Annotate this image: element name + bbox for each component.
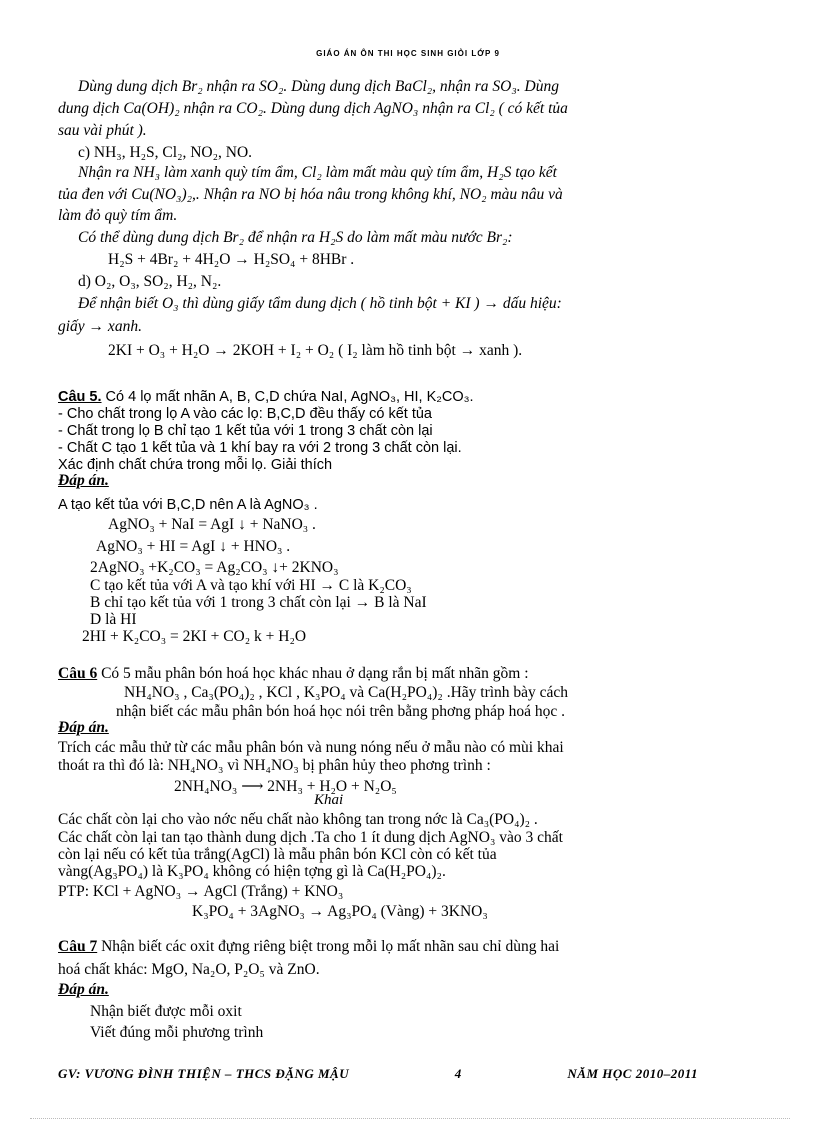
text-line: dung dịch Ca(OH)₂ nhận ra CO₂. Dùng dung dịch AgNO₃ nhận ra Cl₂ ( có kết tủa	[58, 100, 568, 117]
text-line: NH₄NO₃ , Ca₃(PO₄)₂ , KCl , K₃PO₄ và Ca(H₂PO₄)₂ .Hãy trình bày cách	[124, 684, 569, 701]
text-line: Nhận ra NH₃ làm xanh quỳ tím ẩm, Cl₂ làm mất màu quỳ tím ẩm, H₂S tạo kết	[78, 164, 557, 181]
text-line: Có thể dùng dung dịch Br₂ để nhận ra H₂S do làm mất màu nước Br₂:	[78, 229, 513, 246]
text-line: B chỉ tạo kết tủa với 1 trong 3 chất còn lại → B là NaI	[90, 594, 427, 611]
footer-right: NĂM HỌC 2010–2011	[567, 1066, 698, 1081]
text-line: Nhận biết được mỗi oxit	[90, 1003, 242, 1020]
khai-label: Khai	[314, 792, 344, 808]
text-line: Các chất còn lại tan tạo thành dung dịch .Ta cho 1 ít dung dịch AgNO₃ vào 3 chất	[58, 829, 563, 846]
footer-page-number: 4	[454, 1066, 462, 1081]
page-footer	[58, 1066, 698, 1082]
text-line: thoát ra thì đó là: NH₄NO₃ vì NH₄NO₃ bị phân hủy theo phơng trình :	[58, 757, 491, 774]
question-5	[58, 388, 474, 406]
equation-line: K₃PO₄ + 3AgNO₃ → Ag₃PO₄ (Vàng) + 3KNO₃	[192, 903, 488, 920]
text-line: giấy → xanh.	[58, 318, 142, 335]
text-line: Để nhận biết O₃ thì dùng giấy tẩm dung dịch ( hồ tinh bột + KI ) → dấu hiệu:	[78, 295, 562, 312]
question-5-label: Câu 5.	[58, 389, 102, 405]
text-line: nhận biết các mẫu phân bón hoá học nói trên bằng phơng pháp hoá học .	[116, 703, 565, 720]
question-7-label: Câu 7	[58, 938, 98, 955]
text-line: C tạo kết tủa với A và tạo khí với HI → C là K₂CO₃	[90, 577, 412, 594]
text-line: còn lại nếu có kết tủa trắng(AgCl) là mẫu phân bón KCl còn có kết tủa	[58, 846, 497, 863]
equation-line: 2KI + O₃ + H₂O → 2KOH + I₂ + O₂ ( I₂ làm hồ tinh bột → xanh ).	[108, 342, 523, 359]
text-line: - Chất C tạo 1 kết tủa và 1 khí bay ra với 2 trong 3 chất còn lại.	[58, 440, 462, 456]
bottom-divider	[30, 1118, 790, 1119]
footer-left: GV: VƯƠNG ĐÌNH THIỆN – THCS ĐẶNG MẬU	[58, 1066, 350, 1081]
text-line: làm đỏ quỳ tím ẩm.	[58, 207, 178, 224]
text-line: A tạo kết tủa với B,C,D nên A là AgNO₃ .	[58, 497, 318, 513]
text-line: Dùng dung dịch Br₂ nhận ra SO₂. Dùng dung dịch BaCl₂, nhận ra SO₃. Dùng	[78, 78, 559, 95]
equation-line: 2AgNO₃ +K₂CO₃ = Ag₂CO₃ ↓+ 2KNO₃	[90, 559, 339, 576]
question-7	[58, 938, 559, 956]
question-7-text: Nhận biết các oxit đựng riêng biệt trong mỗi lọ mất nhãn sau chỉ dùng hai	[101, 938, 560, 955]
text-line: - Chất trong lọ B chỉ tạo 1 kết tủa với 1 trong 3 chất còn lại	[58, 423, 433, 439]
equation-line: PTP: KCl + AgNO₃ → AgCl (Trắng) + KNO₃	[58, 883, 344, 900]
question-6	[58, 665, 529, 683]
equation-line: AgNO₃ + NaI = AgI ↓ + NaNO₃ .	[108, 516, 316, 533]
text-line: sau vài phút ).	[58, 122, 147, 139]
text-line: Xác định chất chứa trong mỗi lọ. Giải thích	[58, 457, 333, 473]
question-6-label: Câu 6	[58, 665, 98, 682]
text-line: tủa đen với Cu(NO₃)₂,. Nhận ra NO bị hóa nâu trong không khí, NO₂ màu nâu và	[58, 186, 563, 203]
text-line: Viết đúng mỗi phương trình	[90, 1024, 264, 1041]
equation-line: AgNO₃ + HI = AgI ↓ + HNO₃ .	[96, 538, 291, 555]
question-5-text: Có 4 lọ mất nhãn A, B, C,D chứa NaI, AgNO₃, HI, K₂CO₃.	[105, 389, 474, 405]
text-line: - Cho chất trong lọ A vào các lọ: B,C,D đều thấy có kết tủa	[58, 406, 432, 422]
page-header: GIÁO ÁN ÔN THI HỌC SINH GIỎI LỚP 9	[316, 49, 500, 58]
question-6-text: Có 5 mẫu phân bón hoá học khác nhau ở dạng rắn bị mất nhãn gồm :	[101, 665, 529, 682]
text-line: hoá chất khác: MgO, Na₂O, P₂O₅ và ZnO.	[58, 961, 320, 978]
text-line: Trích các mẫu thử từ các mẫu phân bón và nung nóng nếu ở mẫu nào có mùi khai	[58, 739, 564, 756]
answer-heading: Đáp án.	[58, 981, 109, 998]
text-line: D là HI	[90, 611, 137, 628]
text-line: d) O₂, O₃, SO₂, H₂, N₂.	[78, 273, 222, 290]
answer-heading: Đáp án.	[58, 719, 109, 736]
text-line: Các chất còn lại cho vào nớc nếu chất nào không tan trong nớc là Ca₃(PO₄)₂ .	[58, 811, 538, 828]
equation-line: 2HI + K₂CO₃ = 2KI + CO₂ k + H₂O	[82, 628, 307, 645]
equation-line: 2NH₄NO₃ ⟶ 2NH₃ + H₂O + N₂O₅	[174, 778, 397, 795]
text-line: vàng(Ag₃PO₄) là K₃PO₄ không có hiện tợng gì là Ca(H₂PO₄)₂.	[58, 863, 446, 880]
equation-line: H₂S + 4Br₂ + 4H₂O → H₂SO₄ + 8HBr .	[108, 251, 355, 268]
answer-heading: Đáp án.	[58, 472, 109, 489]
text-line: c) NH₃, H₂S, Cl₂, NO₂, NO.	[78, 144, 253, 161]
